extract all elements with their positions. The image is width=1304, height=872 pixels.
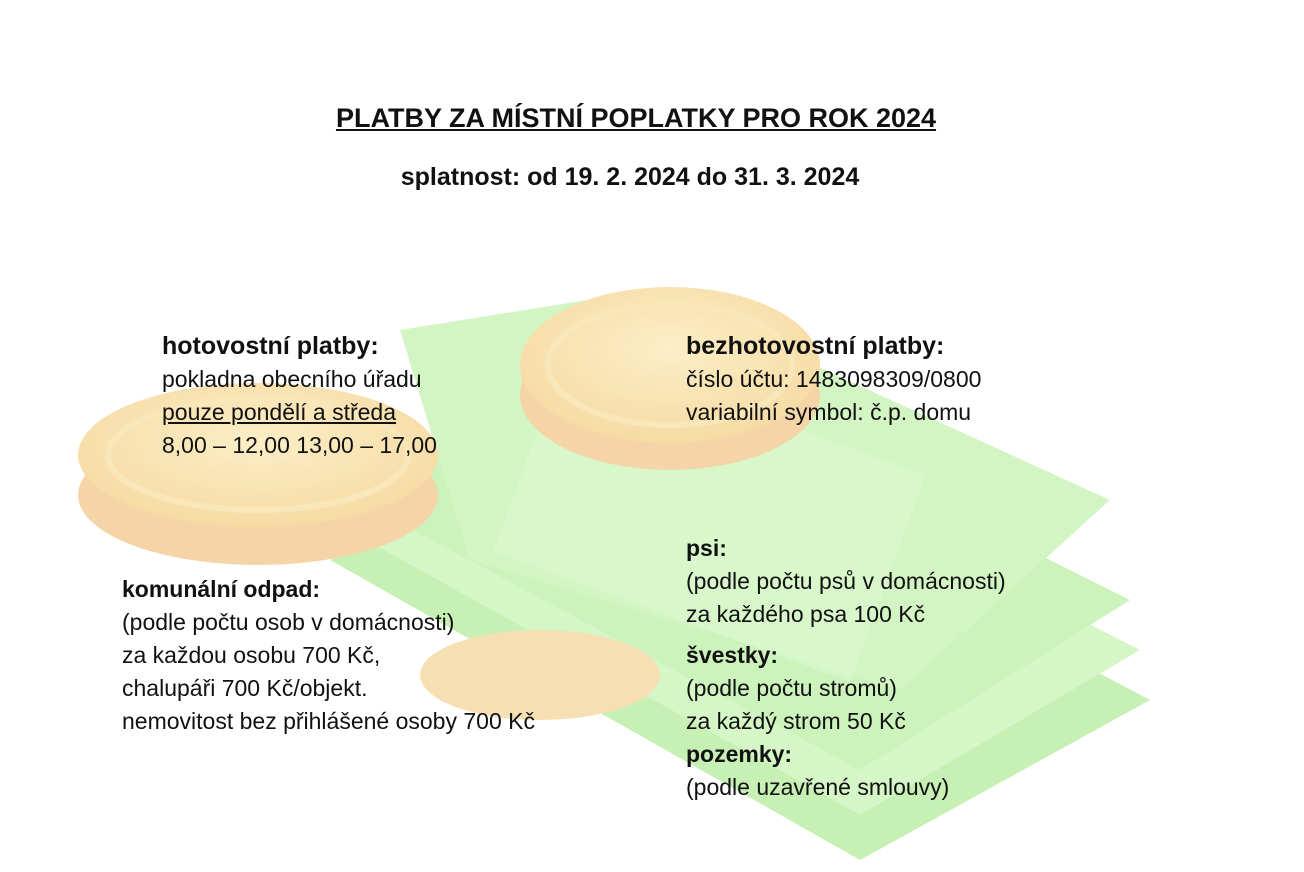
dogs-per-dog: za každého psa 100 Kč bbox=[686, 601, 926, 627]
waste-basis: (podle počtu osob v domácnosti) bbox=[122, 609, 455, 635]
cash-days: pouze pondělí a středa bbox=[162, 399, 397, 425]
dog-fee-section bbox=[686, 532, 1006, 631]
plum-fee-section bbox=[686, 639, 906, 738]
plums-per-tree: za každý strom 50 Kč bbox=[686, 708, 906, 734]
plums-basis: (podle počtu stromů) bbox=[686, 675, 897, 701]
noncash-heading: bezhotovostní platby: bbox=[686, 332, 945, 360]
land-heading: pozemky: bbox=[686, 741, 793, 767]
waste-empty-property: nemovitost bez přihlášené osoby 700 Kč bbox=[122, 708, 535, 734]
cash-heading: hotovostní platby: bbox=[162, 332, 379, 360]
account-number: číslo účtu: 1483098309/0800 bbox=[686, 366, 982, 392]
cash-payments-section bbox=[162, 330, 437, 462]
cash-office: pokladna obecního úřadu bbox=[162, 366, 422, 392]
dogs-heading: psi: bbox=[686, 535, 727, 561]
plums-heading: švestky: bbox=[686, 642, 779, 668]
waste-per-person: za každou osobu 700 Kč, bbox=[122, 642, 381, 668]
land-fee-section bbox=[686, 738, 949, 804]
dogs-basis: (podle počtu psů v domácnosti) bbox=[686, 568, 1006, 594]
waste-heading: komunální odpad: bbox=[122, 576, 321, 602]
cash-hours: 8,00 – 12,00 13,00 – 17,00 bbox=[162, 432, 437, 458]
page-title: PLATBY ZA MÍSTNÍ POPLATKY PRO ROK 2024 bbox=[335, 103, 937, 133]
due-date-subtitle: splatnost: od 19. 2. 2024 do 31. 3. 2024 bbox=[400, 163, 860, 191]
waste-cottage: chalupáři 700 Kč/objekt. bbox=[122, 675, 368, 701]
waste-fee-section bbox=[122, 573, 535, 738]
variable-symbol: variabilní symbol: č.p. domu bbox=[686, 399, 972, 425]
land-basis: (podle uzavřené smlouvy) bbox=[686, 774, 950, 800]
noncash-payments-section bbox=[686, 330, 981, 429]
